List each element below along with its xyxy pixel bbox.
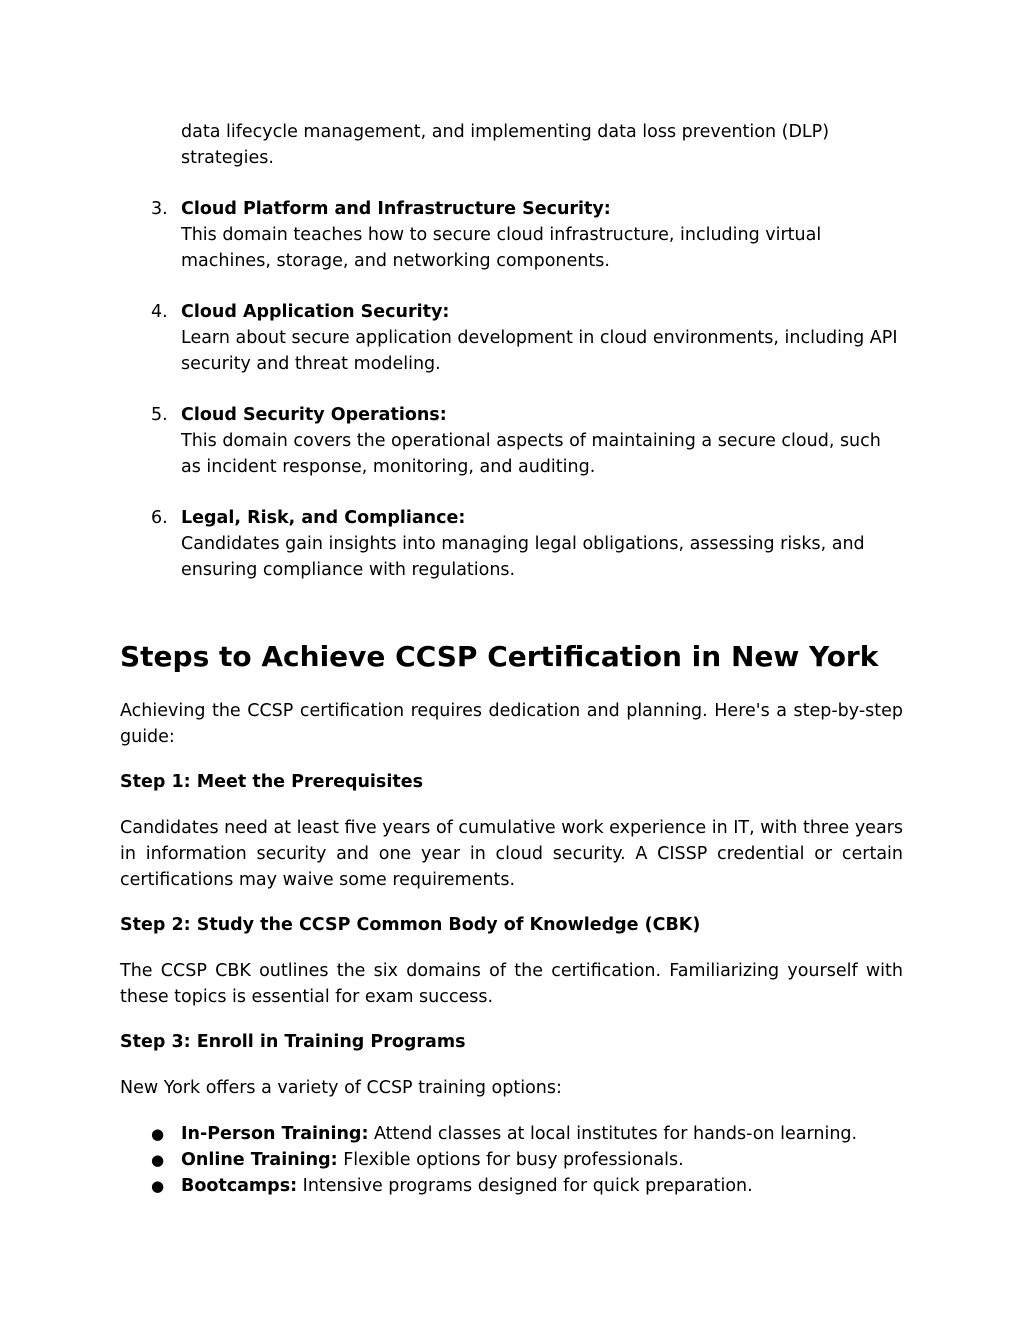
list-item-text — [181, 1173, 753, 1199]
step-body: New York offers a variety of CCSP training options: — [120, 1078, 562, 1098]
domain-description: This domain teaches how to secure cloud infrastructure, including virtual machines, storage, and networking components. — [181, 225, 822, 271]
domain-title: Legal, Risk, and Compliance: — [181, 508, 466, 528]
list-item-term: Bootcamps: — [181, 1176, 298, 1196]
domain-number: 6. — [151, 508, 168, 528]
domain-number: 4. — [151, 302, 168, 322]
step-heading: Step 3: Enroll in Training Programs — [120, 1032, 466, 1052]
domain-description: Candidates gain insights into managing legal obligations, assessing risks, and ensuring compliance with regulations. — [181, 534, 865, 580]
domain-description: This domain covers the operational aspects of maintaining a secure cloud, such as incident response, monitoring, and auditing. — [181, 431, 881, 477]
list-item-term: In-Person Training: — [181, 1124, 369, 1144]
step-body: The CCSP CBK outlines the six domains of the certification. Familiarizing yourself with these topics is essential for exam success. — [120, 961, 903, 1007]
list-item-detail: Flexible options for busy professionals. — [337, 1150, 684, 1170]
domain-description: Learn about secure application development in cloud environments, including API security and threat modeling. — [181, 328, 898, 374]
list-item-text — [181, 1121, 857, 1147]
domain-2-description-continued: data lifecycle management, and implementing data loss prevention (DLP) strategies. — [181, 122, 830, 168]
domain-title: Cloud Application Security: — [181, 302, 450, 322]
section-heading: Steps to Achieve CCSP Certification in New York — [120, 640, 879, 673]
step-heading: Step 2: Study the CCSP Common Body of Knowledge (CBK) — [120, 915, 701, 935]
bullet-icon: ● — [151, 1177, 165, 1195]
step-body: Candidates need at least five years of cumulative work experience in IT, with three years in information security and one year in cloud security. A CISSP credential or certain certifications may waive some requirements. — [120, 818, 903, 890]
list-item-detail: Attend classes at local institutes for hands-on learning. — [368, 1124, 858, 1144]
domain-title: Cloud Platform and Infrastructure Security: — [181, 199, 611, 219]
list-item-detail: Intensive programs designed for quick preparation. — [297, 1176, 753, 1196]
list-item-term: Online Training: — [181, 1150, 338, 1170]
list-item-text — [181, 1147, 684, 1173]
list-item — [0, 1147, 1024, 1173]
domain-number: 5. — [151, 405, 168, 425]
domain-number: 3. — [151, 199, 168, 219]
section-intro: Achieving the CCSP certification requires dedication and planning. Here's a step-by-step guide: — [120, 701, 903, 747]
bullet-icon: ● — [151, 1125, 165, 1143]
domain-title: Cloud Security Operations: — [181, 405, 447, 425]
list-item — [0, 1173, 1024, 1199]
list-item — [0, 1121, 1024, 1147]
bullet-icon: ● — [151, 1151, 165, 1169]
step-heading: Step 1: Meet the Prerequisites — [120, 772, 423, 792]
